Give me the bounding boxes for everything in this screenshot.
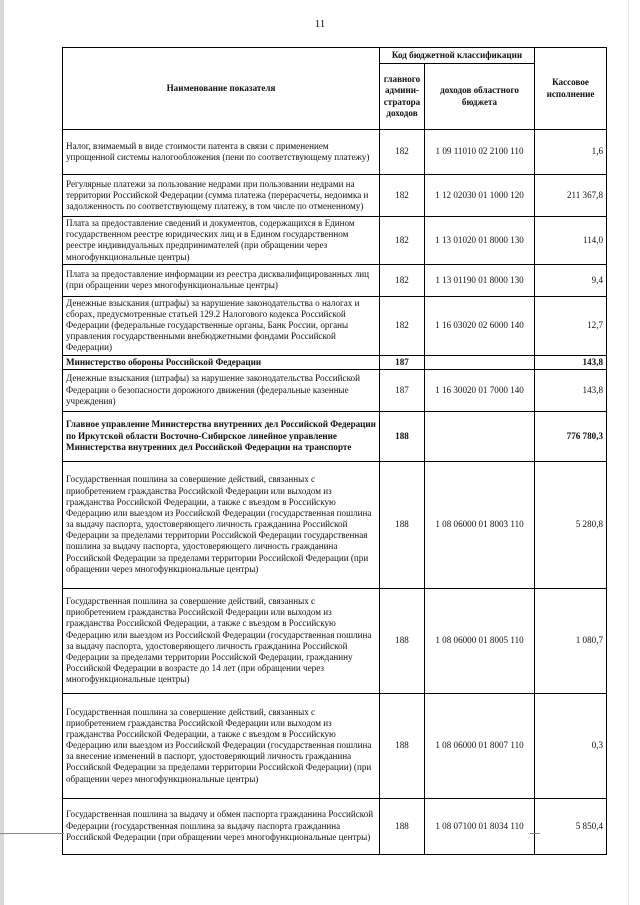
scan-edge-right bbox=[628, 0, 629, 905]
row-admin-code: 188 bbox=[380, 798, 425, 854]
row-amount: 12,7 bbox=[535, 296, 607, 355]
table-row bbox=[63, 130, 607, 175]
row-income-code: 1 08 06000 01 8007 110 bbox=[425, 693, 535, 798]
header-income-code: доходов областного бюджета bbox=[425, 64, 535, 130]
table-row bbox=[63, 175, 607, 217]
row-admin-code: 182 bbox=[380, 217, 425, 265]
row-income-code: 1 16 30020 01 7000 140 bbox=[425, 369, 535, 411]
scan-edge bbox=[0, 0, 4, 905]
table-row bbox=[63, 588, 607, 693]
row-income-code bbox=[425, 355, 535, 369]
table-row bbox=[63, 798, 607, 854]
row-admin-code: 187 bbox=[380, 355, 425, 369]
row-income-code: 1 16 03020 02 6000 140 bbox=[425, 296, 535, 355]
table-row bbox=[63, 411, 607, 461]
row-amount: 1 080,7 bbox=[535, 588, 607, 693]
scan-artifact-line bbox=[530, 833, 540, 834]
row-amount: 9,4 bbox=[535, 264, 607, 296]
row-name: Государственная пошлина за выдачу и обмен паспорта гражданина Российской Федерации (государственная пошлина за выдачу паспорта гражданина Российской Федерации (при обращении через многофункциональные центры) bbox=[63, 798, 380, 854]
row-income-code: 1 08 06000 01 8003 110 bbox=[425, 461, 535, 588]
row-amount: 114,0 bbox=[535, 217, 607, 265]
row-admin-code: 188 bbox=[380, 411, 425, 461]
row-admin-code: 188 bbox=[380, 693, 425, 798]
row-income-code: 1 13 01190 01 8000 130 bbox=[425, 264, 535, 296]
row-income-code: 1 08 06000 01 8005 110 bbox=[425, 588, 535, 693]
row-amount: 211 367,8 bbox=[535, 175, 607, 217]
row-name: Налог, взимаемый в виде стоимости патента в связи с применением упрощенной системы налогообложения (пени по соответствующему платежу) bbox=[63, 130, 380, 175]
scan-artifact-line bbox=[0, 833, 64, 834]
row-amount: 1,6 bbox=[535, 130, 607, 175]
row-amount: 5 850,4 bbox=[535, 798, 607, 854]
row-income-code: 1 12 02030 01 1000 120 bbox=[425, 175, 535, 217]
row-income-code: 1 08 07100 01 8034 110 bbox=[425, 798, 535, 854]
row-name: Министерство обороны Российской Федерации bbox=[63, 355, 380, 369]
row-admin-code: 182 bbox=[380, 130, 425, 175]
row-admin-code: 188 bbox=[380, 588, 425, 693]
row-income-code: 1 13 01020 01 8000 130 bbox=[425, 217, 535, 265]
header-kbk-group: Код бюджетной классификации bbox=[380, 48, 535, 64]
row-name: Денежные взыскания (штрафы) за нарушение законодательства Российской Федерации о безопасности дорожного движения (федеральные казенные учреждения) bbox=[63, 369, 380, 411]
header-admin: главного админи-стратора доходов bbox=[380, 64, 425, 130]
budget-table bbox=[62, 47, 607, 855]
row-amount: 0,3 bbox=[535, 693, 607, 798]
row-amount: 776 780,3 bbox=[535, 411, 607, 461]
row-name: Государственная пошлина за совершение действий, связанных с приобретением гражданства Российской Федерации или выходом из гражданства Российской Федерации, а также с въездом в Российскую Федерацию или выездом из Российской Федерации (государственная пошлина за выдачу паспорта, удостоверяющего личность гражданина Российской Федерации за пределами территории Российской Федерации, гражданину Российской Федерации в возрасте до 14 лет (при обращении через многофункциональные центры) bbox=[63, 588, 380, 693]
table-row bbox=[63, 264, 607, 296]
row-admin-code: 187 bbox=[380, 369, 425, 411]
row-admin-code: 182 bbox=[380, 296, 425, 355]
table-row bbox=[63, 296, 607, 355]
row-amount: 143,8 bbox=[535, 355, 607, 369]
row-name: Главное управление Министерства внутренних дел Российской Федерации по Иркутской области Восточно-Сибирское линейное управление Министерства внутренних дел Российской Федерации на транспорте bbox=[63, 411, 380, 461]
table-row bbox=[63, 461, 607, 588]
table-row bbox=[63, 355, 607, 369]
row-admin-code: 188 bbox=[380, 461, 425, 588]
row-name: Государственная пошлина за совершение действий, связанных с приобретением гражданства Российской Федерации или выходом из гражданства Российской Федерации, а также с въездом в Российскую Федерацию или выездом из Российской Федерации (государственная пошлина за выдачу паспорта, удостоверяющего личность гражданина Российской Федерации за пределами территории Российской Федерации государственная пошлина за выдачу паспорта, удостоверяющего личность гражданина Российской Федерации за пределами территории Российской Федерации (при обращении через многофункциональные центры) bbox=[63, 461, 380, 588]
row-income-code: 1 09 11010 02 2100 110 bbox=[425, 130, 535, 175]
row-amount: 5 280,8 bbox=[535, 461, 607, 588]
row-admin-code: 182 bbox=[380, 264, 425, 296]
row-name: Плата за предоставление сведений и документов, содержащихся в Едином государственном реестре юридических лиц и в Едином государственном реестре индивидуальных предпринимателей (при обращении через многофункциональные центры) bbox=[63, 217, 380, 265]
row-income-code bbox=[425, 411, 535, 461]
header-name: Наименование показателя bbox=[63, 48, 380, 130]
table-body bbox=[63, 130, 607, 855]
row-admin-code: 182 bbox=[380, 175, 425, 217]
table-row bbox=[63, 693, 607, 798]
header-execution: Кассовое исполнение bbox=[535, 48, 607, 130]
table-row bbox=[63, 369, 607, 411]
row-amount: 143,8 bbox=[535, 369, 607, 411]
row-name: Денежные взыскания (штрафы) за нарушение законодательства о налогах и сборах, предусмотренные статьей 129.2 Налогового кодекса Российской Федерации (федеральные государственные органы, Банк России, органы управления государственными внебюджетными фондами Российской Федерации) bbox=[63, 296, 380, 355]
page-number: 11 bbox=[314, 18, 326, 30]
row-name: Плата за предоставление информации из реестра дисквалифицированных лиц (при обращении через многофункциональные центры) bbox=[63, 264, 380, 296]
table-row bbox=[63, 217, 607, 265]
row-name: Регулярные платежи за пользование недрами при пользовании недрами на территории Российской Федерации (сумма платежа (перерасчеты, недоимка и задолженность по соответствующему платежу, в том числе по отмененному) bbox=[63, 175, 380, 217]
row-name: Государственная пошлина за совершение действий, связанных с приобретением гражданства Российской Федерации или выходом из гражданства Российской Федерации, а также с въездом в Российскую Федерацию или выездом из Российской Федерации (государственная пошлина за внесение изменений в паспорт, удостоверяющий личность гражданина Российской Федерации за пределами территории Российской Федерации) (при обращении через многофункциональные центры) bbox=[63, 693, 380, 798]
